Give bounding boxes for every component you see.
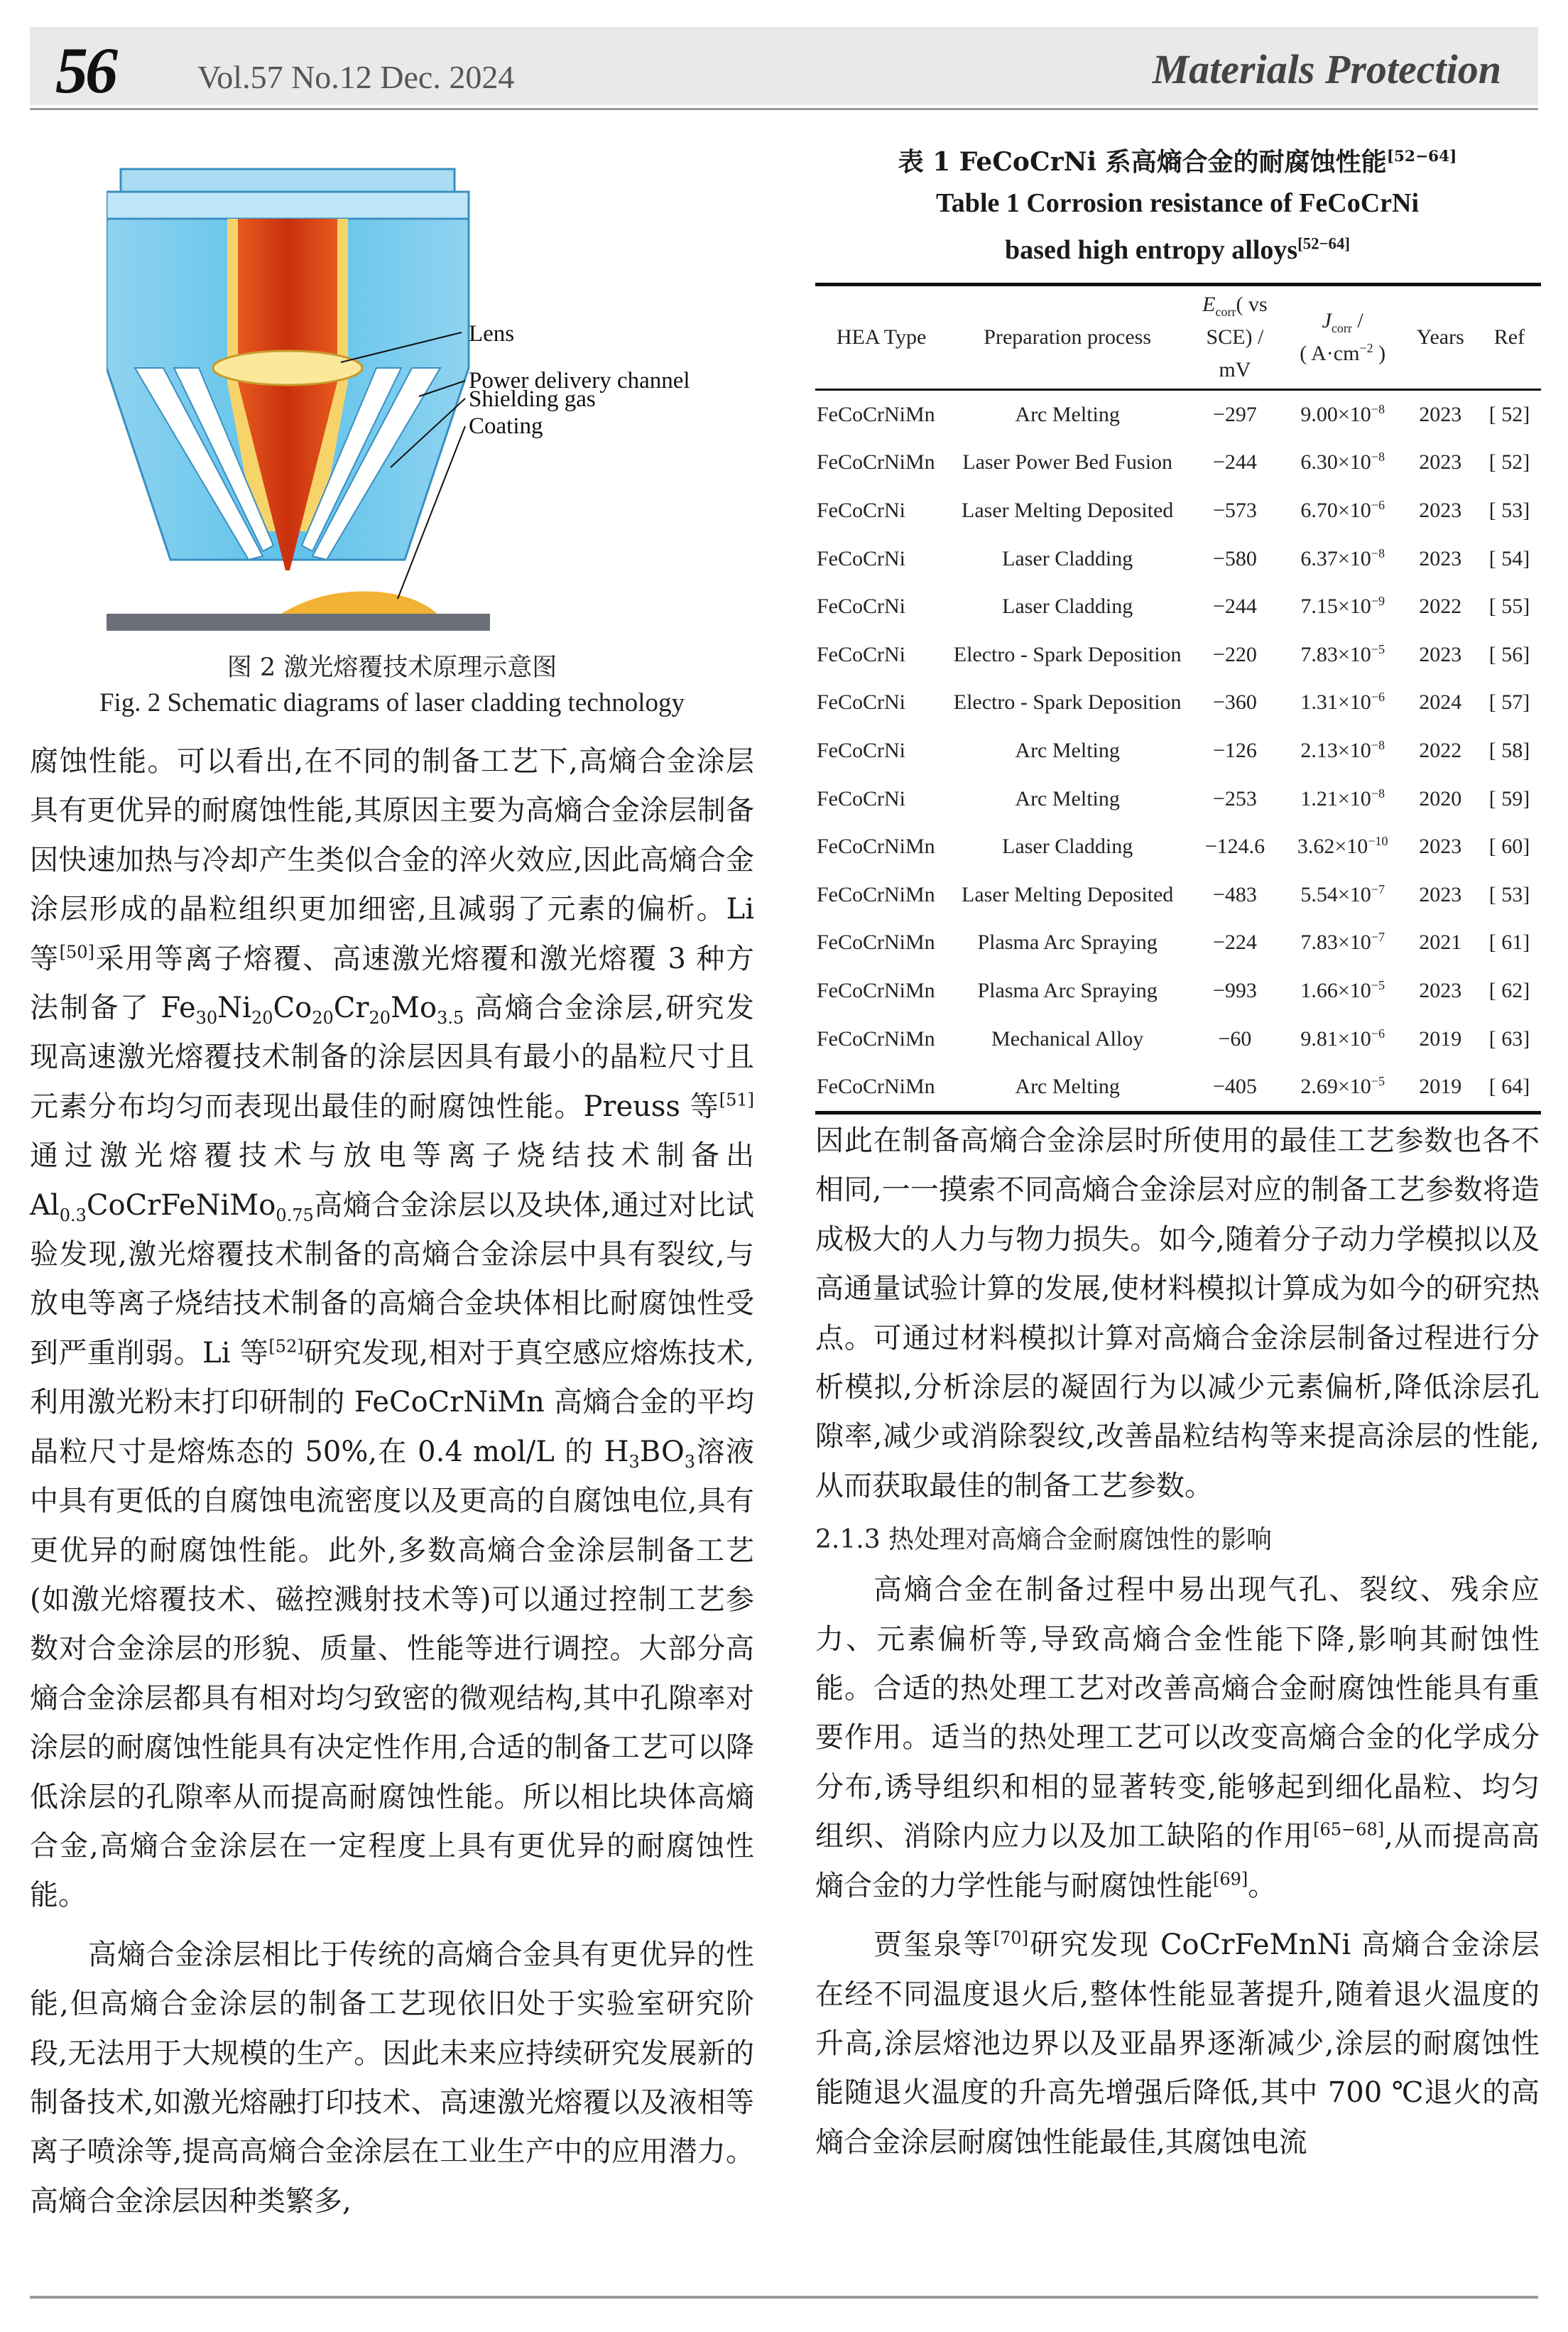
ecorr-cell: −253 [1212, 786, 1257, 810]
table-row [815, 679, 1541, 727]
lens [213, 351, 362, 385]
hea-type-cell: FeCoCrNi [817, 642, 906, 666]
ecorr-cell: −60 [1218, 1026, 1252, 1051]
jcorr-cell: $2.13\times 10^{-8}$ [1300, 737, 1385, 762]
hea-type-cell: FeCoCrNiMn [817, 835, 935, 859]
table-row [815, 631, 1541, 679]
hea-type-cell: FeCoCrNi [817, 546, 906, 570]
table-row [815, 1063, 1541, 1112]
year-cell: 2023 [1419, 450, 1462, 474]
table-row [815, 1015, 1541, 1063]
ecorr-cell: −580 [1212, 546, 1257, 570]
figure-caption-en: Fig. 2 Schematic diagrams of laser cladding technology [99, 688, 685, 717]
ref-cell: [ 55] [1488, 595, 1530, 619]
ecorr-cell: −297 [1212, 402, 1257, 426]
ecorr-cell: −483 [1212, 882, 1257, 906]
jcorr-cell: $1.31\times 10^{-6}$ [1300, 690, 1385, 715]
ref-cell: [ 56] [1488, 642, 1530, 666]
table-caption-en-line1: Table 1 Corrosion resistance of FeCoCrNi [935, 188, 1420, 218]
figure-caption-cn: 图 2 激光熔覆技术原理示意图 [227, 653, 557, 682]
process-cell: Electro - Spark Deposition [953, 690, 1182, 715]
process-cell: Laser Melting Deposited [962, 882, 1174, 906]
process-cell: Plasma Arc Spraying [977, 978, 1158, 1002]
ecorr-cell: −124.6 [1204, 835, 1265, 859]
jcorr-cell: $2.69\times 10^{-5}$ [1300, 1074, 1385, 1099]
hea-type-cell: FeCoCrNiMn [817, 978, 935, 1002]
ecorr-cell: −993 [1212, 978, 1257, 1002]
ecorr-cell: −126 [1212, 738, 1257, 762]
process-cell: Arc Melting [1015, 402, 1120, 426]
table-row [815, 439, 1541, 487]
jcorr-cell: $5.54\times 10^{-7}$ [1300, 882, 1385, 906]
process-cell: Mechanical Alloy [991, 1026, 1144, 1051]
year-cell: 2023 [1419, 642, 1462, 666]
ref-cell: [ 53] [1488, 498, 1530, 522]
table-row [815, 775, 1541, 823]
table-caption-cn: 表 1 FeCoCrNi 系高熵合金的耐腐蚀性能[52−64] [898, 147, 1457, 177]
coating-label: Coating [469, 413, 543, 439]
ref-cell: [ 60] [1488, 835, 1530, 859]
year-cell: 2023 [1419, 546, 1462, 570]
hea-type-cell: FeCoCrNiMn [817, 450, 935, 474]
year-cell: 2023 [1419, 498, 1462, 522]
year-cell: 2019 [1419, 1026, 1462, 1051]
process-cell: Arc Melting [1015, 786, 1120, 810]
hea-type-cell: FeCoCrNiMn [817, 1075, 935, 1099]
col-process: Preparation process [984, 325, 1152, 349]
jcorr-cell: $9.00\times 10^{-8}$ [1300, 401, 1385, 426]
hea-type-cell: FeCoCrNiMn [817, 931, 935, 955]
laser-cladding-figure [107, 162, 717, 631]
hea-type-cell: FeCoCrNiMn [817, 402, 935, 426]
col-years: Years [1416, 325, 1464, 349]
journal-title: Materials Protection [1152, 46, 1501, 92]
hea-type-cell: FeCoCrNiMn [817, 1026, 935, 1051]
ref-cell: [ 64] [1488, 1075, 1530, 1099]
table-row [815, 919, 1541, 967]
jcorr-cell: $9.81\times 10^{-6}$ [1300, 1026, 1385, 1051]
ecorr-cell: −224 [1212, 931, 1257, 955]
lens-label: Lens [469, 321, 515, 347]
process-cell: Electro - Spark Deposition [953, 642, 1182, 666]
right-paragraph-2: 高熵合金在制备过程中易出现气孔、裂纹、残余应力、元素偏析等,导致高熵合金性能下降,影响其耐蚀性能。合适的热处理工艺对改善高熵合金耐腐蚀性能具有重要作用。适当的热处理工艺可以改变高熵合金的化学成分分布,诱导组织和相的显著转变,能够起到细化晶粒、均匀组织、消除内应力以及加工缺陷的作用[65−68],从而提高高熵合金的力学性能与耐腐蚀性能[69]。 [815, 1573, 1540, 1902]
jcorr-cell: $6.70\times 10^{-6}$ [1300, 497, 1385, 522]
table-row [815, 390, 1541, 439]
ref-cell: [ 59] [1488, 786, 1530, 810]
left-paragraph-2: 高熵合金涂层相比于传统的高熵合金具有更优异的性能,但高熵合金涂层的制备工艺现依旧处于实验室研究阶段,无法用于大规模的生产。因此未来应持续研究发展新的制备技术,如激光熔融打印技术、高速激光熔覆以及液相等离子喷涂等,提高高熵合金涂层在工业生产中的应用潜力。高熵合金涂层因种类繁多, [30, 1938, 754, 2218]
col-ref: Ref [1493, 325, 1525, 349]
hea-type-cell: FeCoCrNi [817, 690, 906, 715]
table-row [815, 582, 1541, 631]
ref-cell: [ 58] [1488, 738, 1530, 762]
process-cell: Arc Melting [1015, 1075, 1120, 1099]
year-cell: 2023 [1419, 402, 1462, 426]
left-text-column [30, 737, 754, 2226]
ecorr-cell: −405 [1212, 1075, 1257, 1099]
top-plate-2 [107, 192, 469, 219]
coating-bead [277, 591, 440, 617]
year-cell: 2021 [1419, 931, 1462, 955]
header-rule [30, 108, 1538, 110]
footer-rule [30, 2296, 1538, 2299]
left-paragraph-1: 腐蚀性能。可以看出,在不同的制备工艺下,高熵合金涂层具有更优异的耐腐蚀性能,其原因主要为高熵合金涂层制备因快速加热与冷却产生类似合金的淬火效应,因此高熵合金涂层形成的晶粒组织更加细密,且减弱了元素的偏析。Li 等[50]采用等离子熔覆、高速激光熔覆和激光熔覆 3 种方法制备了 $Fe_{30}Ni_{20}Co_{20}Cr_{20}Mo_{3.5}$ 高熵合金涂层,研究发现高速激光熔覆技术制备的涂层因具有最小的晶粒尺寸且元素分布均匀而表现出最佳的耐腐蚀性能。Preuss 等[51]通过激光熔覆技术与放电等离子烧结技术制备出 $Al_{0.3}CoCrFeNiMo_{0.75}$高熵合金涂层以及块体,通过对比试验发现,激光熔覆技术制备的高熵合金涂层中具有裂纹,与放电等离子烧结技术制备的高熵合金块体相比耐腐蚀性受到严重削弱。Li 等[52]研究发现,相对于真空感应熔炼技术,利用激光粉末打印研制的 FeCoCrNiMn 高熵合金的平均晶粒尺寸是熔炼态的 50%,在 0.4 mol/L 的 $H_3BO_3$溶液中具有更低的自腐蚀电流密度以及更高的自腐蚀电位,具有更优异的耐腐蚀性能。此外,多数高熵合金涂层制备工艺(如激光熔覆技术、磁控溅射技术等)可以通过控制工艺参数对合金涂层的形貌、质量、性能等进行调控。大部分高熵合金涂层都具有相对均匀致密的微观结构,其中孔隙率对涂层的耐腐蚀性能具有决定性作用,合适的制备工艺可以降低涂层的孔隙率从而提高耐腐蚀性能。所以相比块体高熵合金,高熵合金涂层在一定程度上具有更优异的耐腐蚀性能。 [30, 745, 755, 1912]
hea-type-cell: FeCoCrNiMn [817, 882, 935, 906]
ecorr-cell: −360 [1212, 690, 1257, 715]
ref-cell: [ 54] [1488, 546, 1530, 570]
right-paragraph-3: 贾玺泉等[70]研究发现 CoCrFeMnNi 高熵合金涂层在经不同温度退火后,整体性能显著提升,随着退火温度的升高,涂层熔池边界以及亚晶界逐渐减少,涂层的耐腐蚀性能随退火温度的升高先增强后降低,其中 700 ℃退火的高熵合金涂层耐腐蚀性能最佳,其腐蚀电流 [815, 1928, 1540, 2159]
col-type: HEA Type [836, 325, 927, 349]
year-cell: 2020 [1419, 786, 1462, 810]
table-row [815, 727, 1541, 775]
top-plate [121, 169, 454, 192]
jcorr-cell: $7.15\times 10^{-9}$ [1300, 594, 1385, 619]
power-channel-label: Power delivery channel [469, 368, 690, 394]
process-cell: Laser Cladding [1002, 595, 1133, 619]
year-cell: 2023 [1419, 882, 1462, 906]
hea-type-cell: FeCoCrNi [817, 738, 906, 762]
table-row [815, 823, 1541, 871]
process-cell: Laser Cladding [1002, 546, 1133, 570]
process-cell: Plasma Arc Spraying [977, 931, 1158, 955]
table-row [815, 535, 1541, 583]
year-cell: 2023 [1419, 835, 1462, 859]
table-caption-en-line2: based high entropy alloys[52−64] [1005, 234, 1350, 265]
jcorr-cell: $1.21\times 10^{-8}$ [1300, 786, 1385, 810]
jcorr-cell: $6.37\times 10^{-8}$ [1300, 546, 1385, 570]
year-cell: 2019 [1419, 1075, 1462, 1099]
year-cell: 2024 [1419, 690, 1462, 715]
volume-info: Vol.57 No.12 Dec. 2024 [197, 59, 515, 95]
process-cell: Laser Cladding [1002, 835, 1133, 859]
corrosion-table [815, 283, 1541, 1115]
table-header-row [815, 285, 1541, 390]
ecorr-cell: −573 [1212, 498, 1257, 522]
year-cell: 2022 [1419, 738, 1462, 762]
page-number: 56 [55, 34, 115, 107]
hea-type-cell: FeCoCrNi [817, 498, 906, 522]
ref-cell: [ 52] [1488, 402, 1530, 426]
ref-cell: [ 53] [1488, 882, 1530, 906]
ecorr-cell: −244 [1212, 595, 1257, 619]
ref-cell: [ 52] [1488, 450, 1530, 474]
hea-type-cell: FeCoCrNi [817, 786, 906, 810]
ecorr-cell: −244 [1212, 450, 1257, 474]
table-row [815, 487, 1541, 535]
year-cell: 2023 [1419, 978, 1462, 1002]
ref-cell: [ 62] [1488, 978, 1530, 1002]
jcorr-cell: $6.30\times 10^{-8}$ [1300, 450, 1385, 474]
table-row [815, 871, 1541, 919]
ref-cell: [ 61] [1488, 931, 1530, 955]
section-heading-2-1-3: 2.1.3 热处理对高熵合金耐腐蚀性的影响 [815, 1525, 1273, 1555]
process-cell: Arc Melting [1015, 738, 1120, 762]
jcorr-cell: $7.83\times 10^{-7}$ [1300, 930, 1385, 955]
substrate [107, 614, 490, 631]
process-cell: Laser Power Bed Fusion [962, 450, 1173, 474]
jcorr-cell: $7.83\times 10^{-5}$ [1300, 641, 1385, 666]
jcorr-cell: $1.66\times 10^{-5}$ [1300, 977, 1385, 1002]
year-cell: 2022 [1419, 595, 1462, 619]
right-paragraph-1: 因此在制备高熵合金涂层时所使用的最佳工艺参数也各不相同,一一摸索不同高熵合金涂层对应的制备工艺参数将造成极大的人力与物力损失。如今,随着分子动力学模拟以及高通量试验计算的发展,使材料模拟计算成为如今的研究热点。可通过材料模拟计算对高熵合金涂层制备过程进行分析模拟,分析涂层的凝固行为以减少元素偏析,降低涂层孔隙率,减少或消除裂纹,改善晶粒结构等来提高涂层的性能,从而获取最佳的制备工艺参数。 [815, 1124, 1540, 1502]
right-text-column [815, 1117, 1540, 2167]
shielding-gas-label: Shielding gas [469, 386, 596, 412]
process-cell: Laser Melting Deposited [962, 498, 1174, 522]
col-jcorr: $J_{corr}$ / ( $A\cdot cm^{-2}$ ) [1300, 309, 1386, 365]
col-ecorr: $E_{corr}$( vs SCE) / mV [1202, 293, 1268, 381]
hea-type-cell: FeCoCrNi [817, 595, 906, 619]
table-row [815, 967, 1541, 1015]
jcorr-cell: $3.62\times 10^{-10}$ [1297, 834, 1388, 859]
ecorr-cell: −220 [1212, 642, 1257, 666]
ref-cell: [ 63] [1488, 1026, 1530, 1051]
ref-cell: [ 57] [1488, 690, 1530, 715]
